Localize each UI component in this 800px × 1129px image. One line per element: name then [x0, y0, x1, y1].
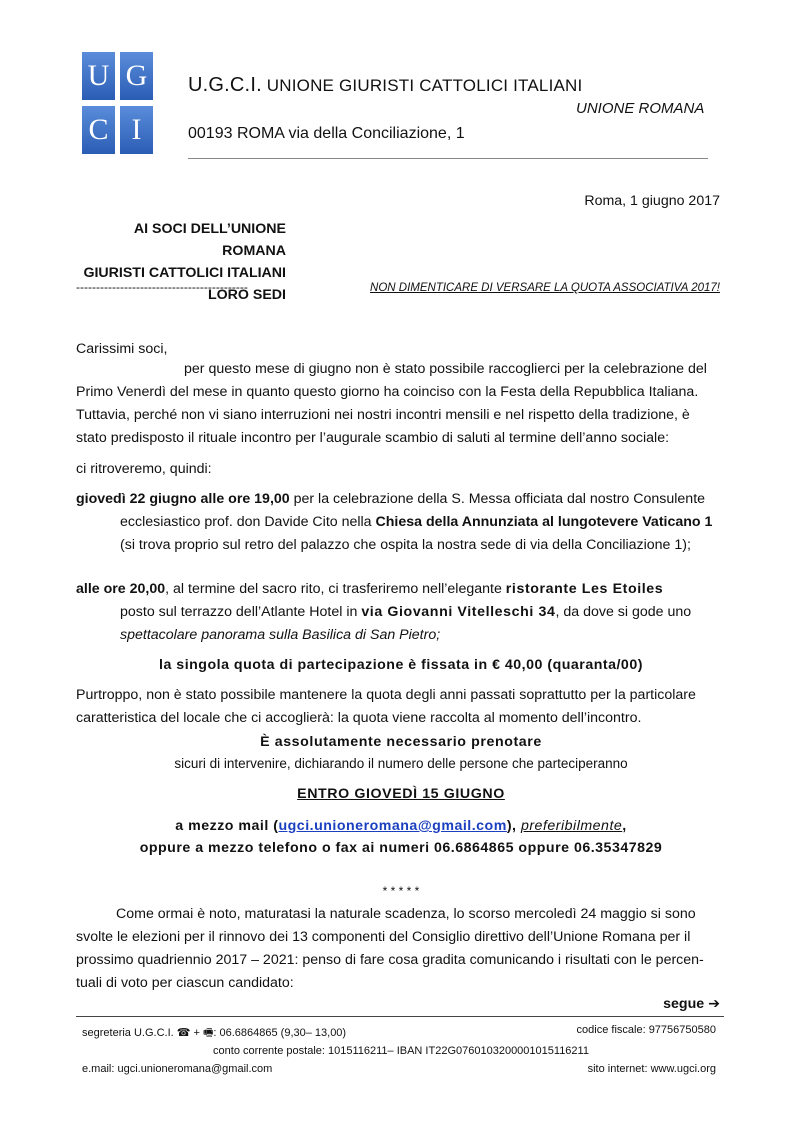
text-line: spettacolare panorama sulla Basilica di San Pietro;: [120, 627, 441, 643]
recipient-line: LORO SEDI: [207, 287, 286, 303]
text-line: (si trova proprio sul retro del palazzo che ospita la nostra sede di via della Conciliazione 1);: [120, 537, 691, 553]
text-line: Tuttavia, perché non vi siano interruzioni nei nostri incontri mensili e nel rispetto della tradizione, è: [76, 407, 690, 423]
contact-phone-line: oppure a mezzo telefono o fax ai numeri 06.6864865 oppure 06.35347829: [139, 840, 663, 856]
logo-letter-u: U: [82, 52, 115, 100]
section-separator: * * * * *: [382, 884, 420, 898]
event-mass-time: giovedì 22 giugno alle ore 19,00: [76, 491, 290, 507]
email-link[interactable]: ugci.unioneromana@gmail.com: [278, 818, 507, 834]
deadline-text: ENTRO GIOVEDÌ 15 GIUGNO: [297, 786, 505, 802]
header-divider: [188, 158, 708, 159]
logo-letter-g: G: [120, 52, 153, 100]
recipients-rule: -------------------------------------------: [76, 280, 248, 294]
footer-tax-code: codice fiscale: 97756750580: [576, 1024, 716, 1036]
event-dinner-time: alle ore 20,00: [76, 581, 166, 597]
church-name: Chiesa della Annunziata al lungotevere Vaticano 1: [375, 514, 713, 530]
text-line: a mezzo mail (: [175, 818, 279, 834]
paragraph-intro: [76, 358, 726, 450]
text-line: tuali di voto per ciascun candidato:: [76, 975, 294, 991]
text-line: posto sul terrazzo dell’Atlante Hotel in: [120, 604, 362, 620]
org-address: 00193 ROMA via della Conciliazione, 1: [188, 125, 465, 142]
text-line: ,: [622, 818, 627, 834]
footer-divider: [76, 1016, 724, 1017]
restaurant-address: via Giovanni Vitelleschi 34: [361, 604, 556, 620]
org-short: U.G.C.I.: [188, 74, 262, 96]
reminder-note: NON DIMENTICARE DI VERSARE LA QUOTA ASSOCIATIVA 2017!: [370, 282, 720, 294]
event-dinner: [76, 578, 736, 647]
recipient-line: GIURISTI CATTOLICI ITALIANI: [83, 265, 286, 281]
paragraph-elections: [76, 903, 736, 995]
text-line: per la celebrazione della S. Messa officiata dal nostro Consulente: [289, 491, 706, 507]
text-line: Primo Venerdì del mese in quanto questo giorno ha coinciso con la Festa della Repubblica Italiana.: [76, 384, 699, 400]
logo-letter-i: I: [120, 106, 153, 154]
greeting: Carissimi soci,: [76, 341, 168, 357]
fee-line: la singola quota di partecipazione è fissata in € 40,00 (quaranta/00): [159, 657, 643, 673]
text-line: Come ormai è noto, maturatasi la naturale scadenza, lo scorso mercoledì 24 maggio si sono: [116, 906, 696, 922]
org-title: [188, 74, 582, 97]
event-mass: [76, 488, 736, 557]
text-line: stato predisposto il rituale incontro per l’augurale scambio di saluti al termine dell’anno sociale:: [76, 430, 670, 446]
restaurant-name: ristorante Les Etoiles: [505, 581, 664, 597]
text-line: ecclesiastico prof. don Davide Cito nella: [120, 514, 376, 530]
paragraph-meeting: ci ritroveremo, quindi:: [76, 461, 212, 477]
footer-segreteria: segreteria U.G.C.I. ☎ + 🖷: 06.6864865 (9,30– 13,00): [82, 1027, 347, 1039]
text-line: ),: [506, 818, 521, 834]
logo-letter-c: C: [82, 106, 115, 154]
footer-bank: conto corrente postale: 1015116211– IBAN IT22G0760103200001015116211: [213, 1045, 589, 1057]
text-line: , da dove si gode uno: [555, 604, 692, 620]
text-line: , al termine del sacro rito, ci trasferiremo nell’elegante: [165, 581, 506, 597]
text-line: preferibilmente: [520, 818, 623, 834]
contact-email-line: [76, 815, 726, 838]
booking-note: sicuri di intervenire, dichiarando il numero delle persone che parteciperanno: [174, 756, 628, 771]
text-line: caratteristica del locale che ci accoglierà: la quota viene raccolta al momento dell’incontro.: [76, 710, 642, 726]
text-line: per questo mese di giugno non è stato possibile raccoglierci per la celebrazione del: [184, 361, 707, 377]
paragraph-fee-note: [76, 684, 736, 730]
org-full: UNIONE GIURISTI CATTOLICI ITALIANI: [266, 76, 583, 95]
ugci-logo: [82, 52, 154, 154]
text-line: svolte le elezioni per il rinnovo dei 13 componenti del Consiglio direttivo dell’Unione Romana per il: [76, 929, 691, 945]
branch-name: UNIONE ROMANA: [576, 100, 705, 117]
footer-email: e.mail: ugci.unioneromana@gmail.com: [82, 1063, 273, 1075]
booking-required: È assolutamente necessario prenotare: [260, 734, 542, 750]
recipient-line: AI SOCI DELL’UNIONE ROMANA: [133, 221, 286, 259]
footer-website: sito internet: www.ugci.org: [587, 1063, 716, 1075]
continue-note: segue ➔: [663, 996, 720, 1012]
date-line: Roma, 1 giugno 2017: [584, 193, 720, 209]
deadline: [76, 783, 726, 806]
text-line: prossimo quadriennio 2017 – 2021: penso di fare cosa gradita comunicando i risultati con le percen-: [76, 952, 704, 968]
text-line: Purtroppo, non è stato possibile mantenere la quota degli anni passati soprattutto per la particolare: [76, 687, 696, 703]
